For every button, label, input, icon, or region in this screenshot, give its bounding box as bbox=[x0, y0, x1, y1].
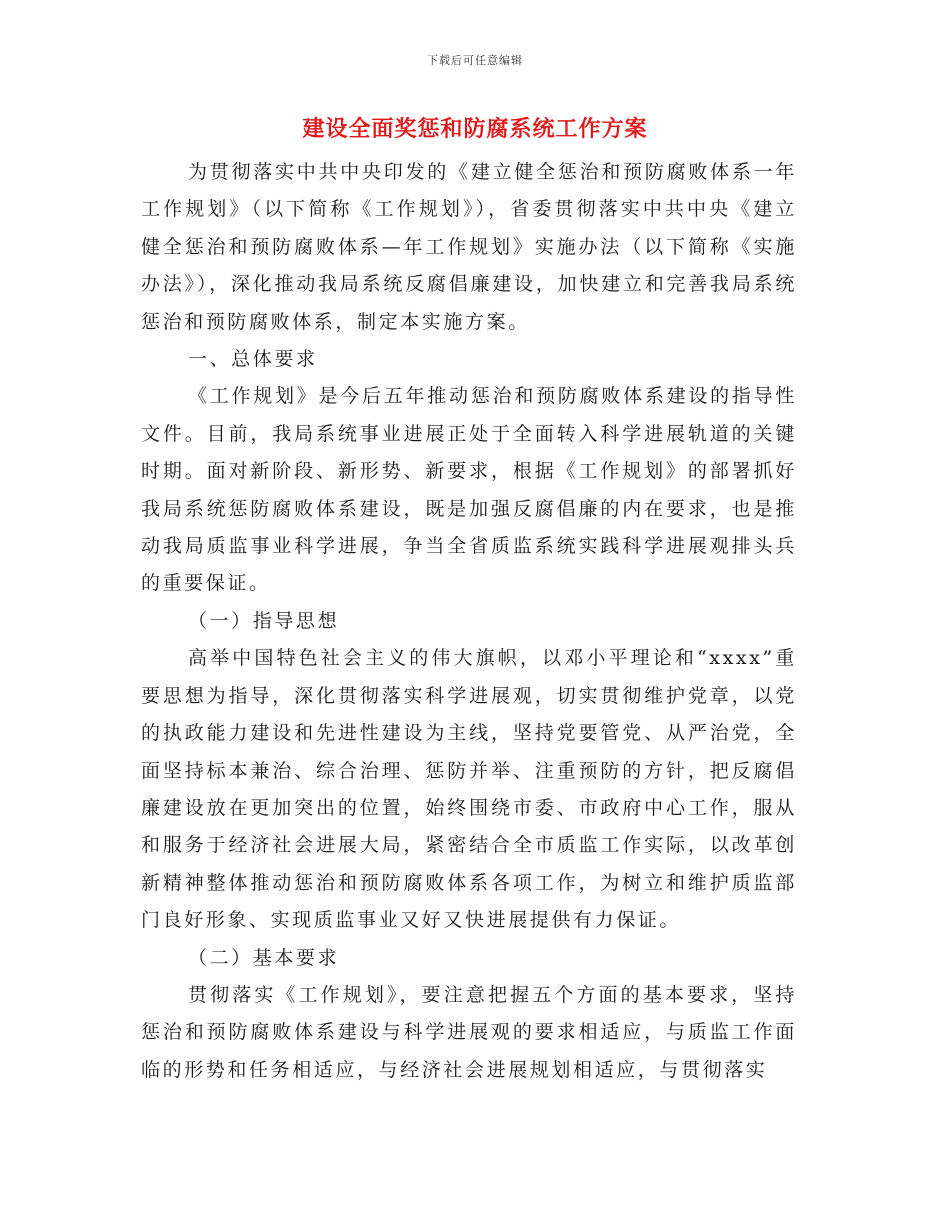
header-note: 下载后可任意编辑 bbox=[427, 54, 523, 67]
subsection-heading-guiding-ideology: （一）指导思想 bbox=[188, 609, 340, 632]
document-title: 建设全面奖惩和防腐系统工作方案 bbox=[302, 116, 648, 142]
section-heading-general-requirements: 一、总体要求 bbox=[188, 348, 318, 371]
document-body bbox=[141, 154, 797, 1089]
paragraph-basic-requirements: 贯彻落实《工作规划》，要注意把握五个方面的基本要求，坚持惩治和预防腐败体系建设与科学进展观的要求相适应，与质监工作面临的形势和任务相适应，与经济社会进展规划相适应，与贯彻落实 bbox=[141, 983, 797, 1081]
paragraph-intro: 为贯彻落实中共中央印发的《建立健全惩治和预防腐败体系一年工作规划》（以下简称《工作规划》），省委贯彻落实中共中央《建立健全惩治和预防腐败体系—年工作规划》实施办法（以下简称《实施办法》），深化推动我局系统反腐倡廉建设，加快建立和完善我局系统惩治和预防腐败体系，制定本实施方案。 bbox=[141, 161, 797, 333]
paragraph-general-requirements: 《工作规划》是今后五年推动惩治和预防腐败体系建设的指导性文件。目前，我局系统事业进展正处于全面转入科学进展轨道的关键时期。面对新阶段、新形势、新要求，根据《工作规划》的部署抓好我局系统惩防腐败体系建设，既是加强反腐倡廉的内在要求，也是推动我局质监事业科学进展，争当全省质监系统实践科学进展观排头兵的重要保证。 bbox=[141, 385, 797, 595]
paragraph-guiding-ideology: 高举中国特色社会主义的伟大旗帜，以邓小平理论和“xxxx”重要思想为指导，深化贯彻落实科学进展观，切实贯彻维护党章，以党的执政能力建设和先进性建设为主线，坚持党要管党、从严治党，全面坚持标本兼治、综合治理、惩防并举、注重预防的方针，把反腐倡廉建设放在更加突出的位置，始终围绕市委、市政府中心工作，服从和服务于经济社会进展大局，紧密结合全市质监工作实际，以改革创新精神整体推动惩治和预防腐败体系各项工作，为树立和维护质监部门良好形象、实现质监事业又好又快进展提供有力保证。 bbox=[141, 647, 797, 932]
subsection-heading-basic-requirements: （二）基本要求 bbox=[188, 946, 340, 969]
